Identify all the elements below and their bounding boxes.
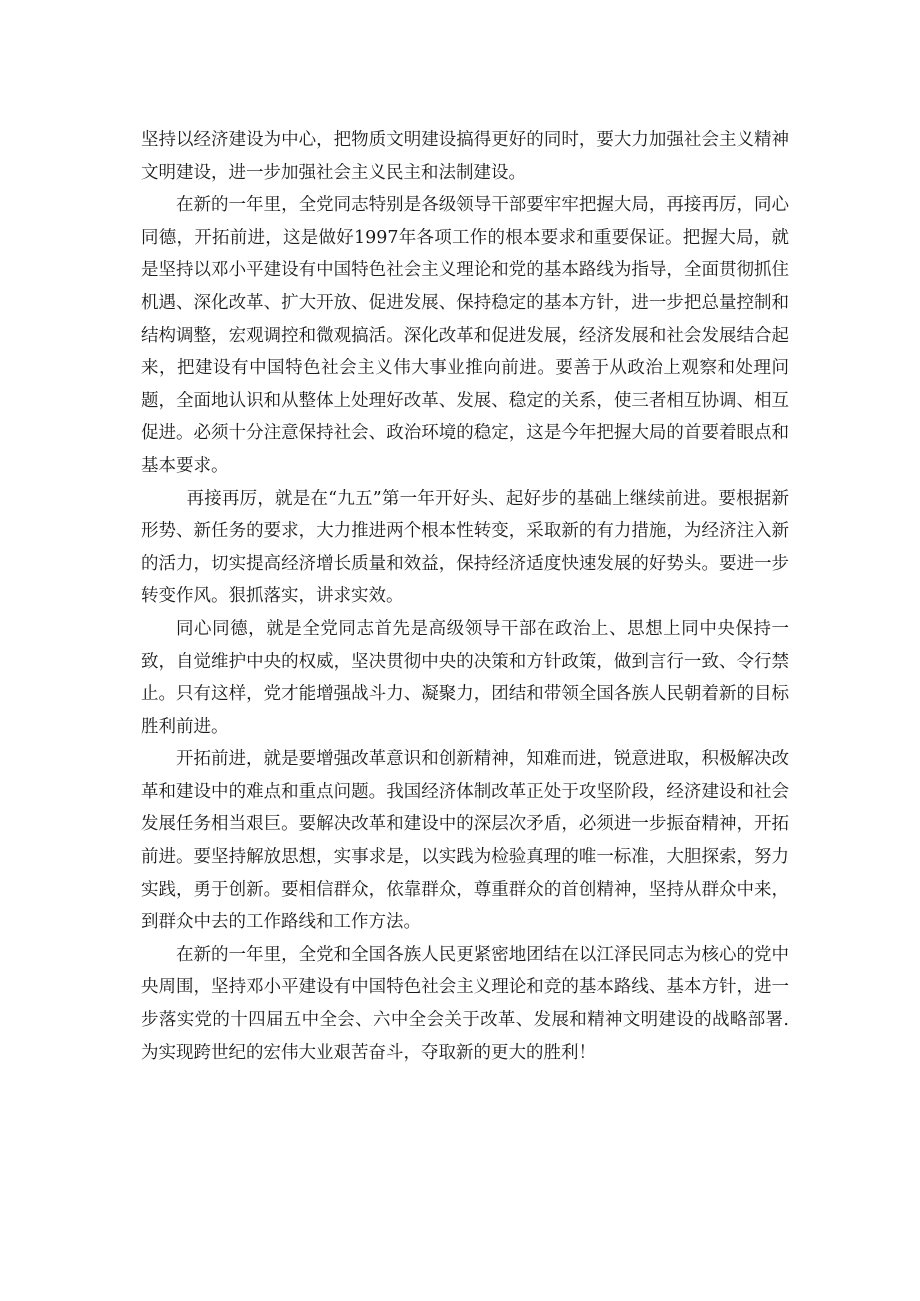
paragraph-5: 开拓前进，就是要增强改革意识和创新精神，知难而进，锐意进取，积极解决改革和建设中的难点和重点问题。我国经济体制改革正处于攻坚阶段，经济建设和社会发展任务相当艰巨。要解决改革和建设中的深层次矛盾，必须进一步振奋精神，开拓前进。要坚持解放思想，实事求是，以实践为检验真理的唯一标准，大胆探索，努力实践，勇于创新。要相信群众，依靠群众，尊重群众的首创精神，坚持从群众中来，到群众中去的工作路线和工作方法。 — [141, 749, 789, 933]
paragraph-1: 坚持以经济建设为中心，把物质文明建设搞得更好的同时，要大力加强社会主义精神文明建设，进一步加强社会主义民主和法制建设。 — [141, 130, 789, 183]
paragraph-6: 在新的一年里，全党和全国各族人民更紧密地团结在以江泽民同志为核心的党中央周围，坚持邓小平建设有中国特色社会主义理论和竞的基本路线、基本方针，进一步落实党的十四届五中全会、六中全会关于改革、发展和精神文明建设的战略部署.为实现跨世纪的宏伟大业艰苦奋斗，夺取新的更大的胜利！ — [141, 944, 789, 1063]
paragraph-3: 再接再厉，就是在“九五”第一年开好头、起好步的基础上继续前进。要根据新形势、新任务的要求，大力推进两个根本性转变，采取新的有力措施，为经济注入新的活力，切实提高经济增长质量和效益，保持经济适度快速发展的好势头。要进一步转变作风。狠抓落实，讲求实效。 — [141, 488, 789, 607]
document-body — [141, 124, 789, 1069]
paragraph-2: 在新的一年里，全党同志特别是各级领导干部要牢牢把握大局，再接再厉，同心同德，开拓前进，这是做好1997年各项工作的根本要求和重要保证。把握大局，就是坚持以邓小平建设有中国特色社会主义理论和党的基本路线为指导，全面贯彻抓住机遇、深化改革、扩大开放、促进发展、保持稳定的基本方针，进一步把总量控制和结构调整，宏观调控和微观搞活。深化改革和促进发展，经济发展和社会发展结合起来，把建设有中国特色社会主义伟大事业推向前进。要善于从政治上观察和处理问题，全面地认识和从整体上处理好改革、发展、稳定的关系，使三者相互协调、相互促进。必须十分注意保持社会、政治环境的稳定，这是今年把握大局的首要着眼点和基本要求。 — [141, 195, 789, 476]
paragraph-4: 同心同德，就是全党同志首先是高级领导干部在政治上、思想上同中央保持一致，自觉维护中央的权威，坚决贯彻中央的决策和方针政策，做到言行一致、令行禁止。只有这样，党才能增强战斗力、凝聚力，团结和带领全国各族人民朝着新的目标胜利前进。 — [141, 618, 789, 737]
